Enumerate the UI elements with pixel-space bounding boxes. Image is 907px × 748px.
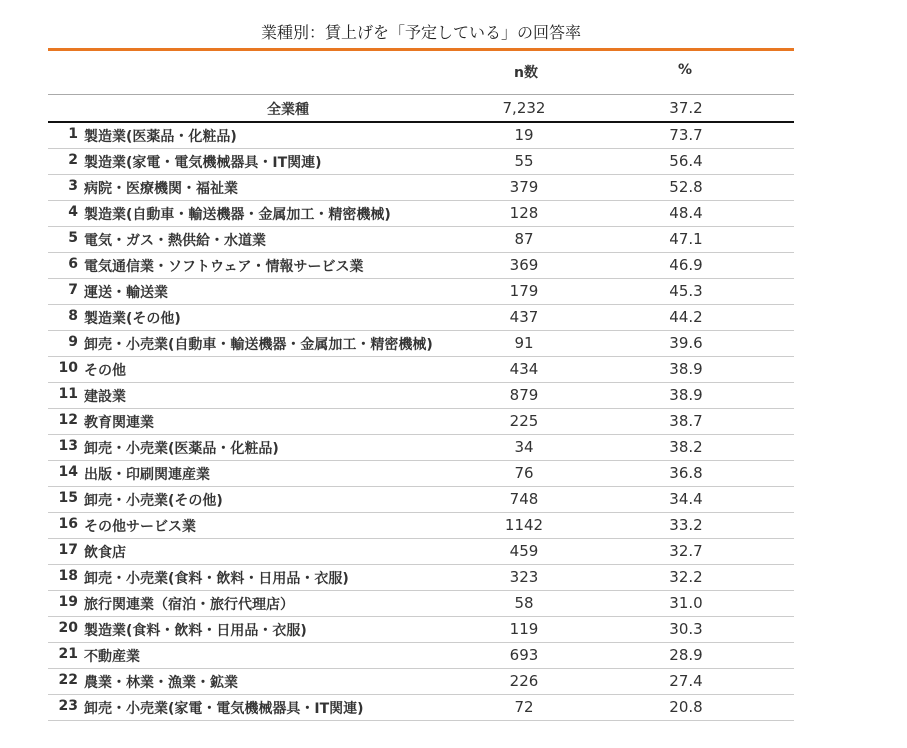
row-rank: 16 bbox=[58, 516, 78, 532]
row-pct: 38.9 bbox=[669, 386, 703, 404]
row-label: その他サービス業 bbox=[84, 519, 196, 535]
row-label: 運送・輸送業 bbox=[84, 285, 168, 301]
row-label: 電気・ガス・熱供給・水道業 bbox=[84, 233, 266, 249]
row-label: 農業・林業・漁業・鉱業 bbox=[84, 675, 238, 691]
row-label: 電気通信業・ソフトウェア・情報サービス業 bbox=[84, 259, 364, 275]
row-rank: 22 bbox=[58, 672, 78, 688]
table-row bbox=[48, 669, 794, 695]
row-pct: 38.2 bbox=[669, 438, 703, 456]
row-label: 卸売・小売業(その他) bbox=[84, 493, 223, 509]
row-pct: 27.4 bbox=[669, 672, 703, 690]
row-rank: 19 bbox=[58, 594, 78, 610]
row-label: 出版・印刷関連産業 bbox=[84, 467, 210, 483]
row-pct: 33.2 bbox=[669, 516, 703, 534]
total-pct: 37.2 bbox=[669, 99, 703, 117]
table-row bbox=[48, 305, 794, 331]
row-label: 卸売・小売業(医薬品・化粧品) bbox=[84, 441, 279, 457]
row-n: 91 bbox=[514, 334, 534, 352]
row-n: 879 bbox=[509, 386, 539, 404]
row-pct: 39.6 bbox=[669, 334, 703, 352]
row-n: 369 bbox=[509, 256, 539, 274]
row-n: 128 bbox=[509, 204, 539, 222]
row-label: 卸売・小売業(食料・飲料・日用品・衣服) bbox=[84, 571, 349, 587]
row-pct: 48.4 bbox=[669, 204, 703, 222]
header-pct: % bbox=[677, 62, 693, 78]
total-row bbox=[48, 96, 794, 123]
row-pct: 56.4 bbox=[669, 152, 703, 170]
row-rank: 21 bbox=[58, 646, 78, 662]
row-n: 119 bbox=[509, 620, 539, 638]
row-label: 製造業(その他) bbox=[84, 311, 181, 327]
row-pct: 47.1 bbox=[669, 230, 703, 248]
row-n: 437 bbox=[509, 308, 539, 326]
table-row bbox=[48, 331, 794, 357]
row-rank: 13 bbox=[58, 438, 78, 454]
row-pct: 32.2 bbox=[669, 568, 703, 586]
row-pct: 44.2 bbox=[669, 308, 703, 326]
row-pct: 45.3 bbox=[669, 282, 703, 300]
table-header bbox=[48, 56, 794, 95]
row-n: 87 bbox=[514, 230, 534, 248]
row-label: 病院・医療機関・福祉業 bbox=[84, 181, 238, 197]
title-underline bbox=[48, 48, 794, 51]
row-pct: 28.9 bbox=[669, 646, 703, 664]
row-pct: 38.7 bbox=[669, 412, 703, 430]
row-pct: 73.7 bbox=[669, 126, 703, 144]
row-rank: 23 bbox=[58, 698, 78, 714]
row-rank: 9 bbox=[68, 334, 78, 350]
row-n: 225 bbox=[509, 412, 539, 430]
table-row bbox=[48, 123, 794, 149]
row-rank: 7 bbox=[68, 282, 78, 298]
row-label: 製造業(自動車・輸送機器・金属加工・精密機械) bbox=[84, 207, 391, 223]
row-rank: 18 bbox=[58, 568, 78, 584]
total-label: 全業種 bbox=[267, 102, 309, 118]
table-row bbox=[48, 149, 794, 175]
row-label: その他 bbox=[84, 363, 126, 379]
row-rank: 1 bbox=[68, 126, 78, 142]
table-row bbox=[48, 591, 794, 617]
table-row bbox=[48, 175, 794, 201]
row-pct: 31.0 bbox=[669, 594, 703, 612]
row-label: 卸売・小売業(家電・電気機械器具・IT関連) bbox=[84, 701, 364, 717]
table-row bbox=[48, 253, 794, 279]
row-label: 旅行関連業（宿泊・旅行代理店） bbox=[84, 597, 294, 613]
row-n: 748 bbox=[509, 490, 539, 508]
row-rank: 5 bbox=[68, 230, 78, 246]
table-row bbox=[48, 435, 794, 461]
row-rank: 3 bbox=[68, 178, 78, 194]
table-row bbox=[48, 357, 794, 383]
row-n: 693 bbox=[509, 646, 539, 664]
row-rank: 6 bbox=[68, 256, 78, 272]
table-row bbox=[48, 617, 794, 643]
row-rank: 14 bbox=[58, 464, 78, 480]
row-n: 1142 bbox=[504, 516, 544, 534]
row-n: 379 bbox=[509, 178, 539, 196]
row-n: 226 bbox=[509, 672, 539, 690]
row-label: 教育関連業 bbox=[84, 415, 154, 431]
table-row bbox=[48, 201, 794, 227]
row-n: 323 bbox=[509, 568, 539, 586]
table-row bbox=[48, 409, 794, 435]
row-label: 不動産業 bbox=[84, 649, 140, 665]
row-label: 製造業(家電・電気機械器具・IT関連) bbox=[84, 155, 322, 171]
row-n: 459 bbox=[509, 542, 539, 560]
row-rank: 2 bbox=[68, 152, 78, 168]
row-rank: 17 bbox=[58, 542, 78, 558]
row-pct: 36.8 bbox=[669, 464, 703, 482]
row-rank: 8 bbox=[68, 308, 78, 324]
header-n: n数 bbox=[514, 65, 538, 81]
table-row bbox=[48, 279, 794, 305]
row-label: 製造業(食料・飲料・日用品・衣服) bbox=[84, 623, 307, 639]
row-rank: 12 bbox=[58, 412, 78, 428]
row-pct: 30.3 bbox=[669, 620, 703, 638]
row-n: 72 bbox=[514, 698, 534, 716]
table-row bbox=[48, 383, 794, 409]
row-pct: 20.8 bbox=[669, 698, 703, 716]
row-n: 434 bbox=[509, 360, 539, 378]
table-row bbox=[48, 487, 794, 513]
table-row bbox=[48, 539, 794, 565]
table-body bbox=[48, 123, 794, 721]
table-row bbox=[48, 461, 794, 487]
row-pct: 34.4 bbox=[669, 490, 703, 508]
table-row bbox=[48, 695, 794, 721]
row-pct: 52.8 bbox=[669, 178, 703, 196]
total-n: 7,232 bbox=[502, 99, 546, 117]
row-n: 34 bbox=[514, 438, 534, 456]
row-n: 76 bbox=[514, 464, 534, 482]
row-rank: 10 bbox=[58, 360, 78, 376]
row-rank: 11 bbox=[58, 386, 78, 402]
row-n: 55 bbox=[514, 152, 534, 170]
row-n: 19 bbox=[514, 126, 534, 144]
table-row bbox=[48, 565, 794, 591]
row-pct: 32.7 bbox=[669, 542, 703, 560]
row-label: 製造業(医薬品・化粧品) bbox=[84, 129, 237, 145]
table-row bbox=[48, 643, 794, 669]
row-rank: 4 bbox=[68, 204, 78, 220]
row-label: 卸売・小売業(自動車・輸送機器・金属加工・精密機械) bbox=[84, 337, 433, 353]
row-pct: 46.9 bbox=[669, 256, 703, 274]
table-title: 業種別：賃上げを「予定している」の回答率 bbox=[260, 23, 581, 42]
row-n: 179 bbox=[509, 282, 539, 300]
row-rank: 15 bbox=[58, 490, 78, 506]
row-label: 飲食店 bbox=[84, 545, 126, 561]
table-row bbox=[48, 513, 794, 539]
row-label: 建設業 bbox=[84, 389, 126, 405]
row-rank: 20 bbox=[58, 620, 78, 636]
table-row bbox=[48, 227, 794, 253]
row-n: 58 bbox=[514, 594, 534, 612]
row-pct: 38.9 bbox=[669, 360, 703, 378]
